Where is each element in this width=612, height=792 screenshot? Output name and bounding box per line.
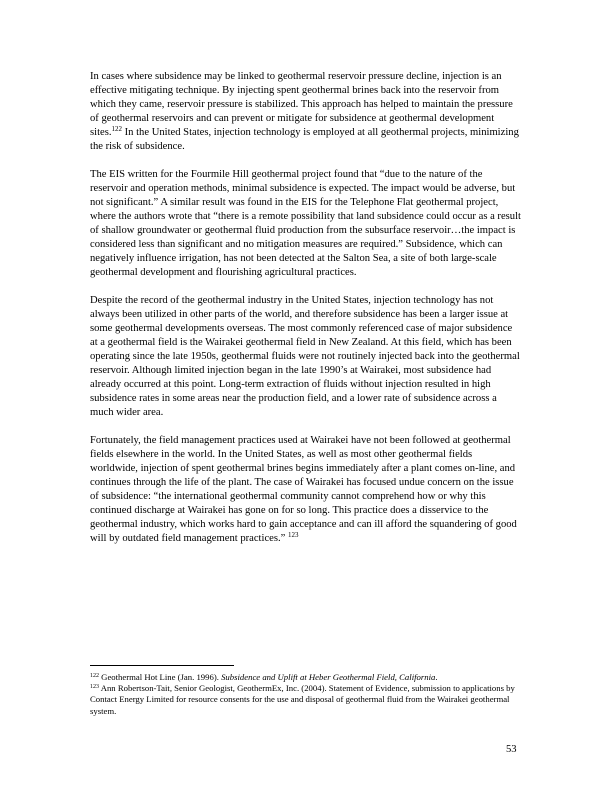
paragraph-text: In cases where subsidence may be linked to geothermal reservoir pressure decline, injection is an effective mitigating technique. By injecting spent geothermal brines back into the reservoir from which they came, reservoir pressure is stabilized. This approach has helped to maintain the pressure of geothermal reservoirs and can prevent or mitigate for subsidence at geothermal development sites. bbox=[90, 71, 513, 138]
paragraph-injection-mitigation bbox=[90, 70, 522, 154]
page-number: 53 bbox=[506, 744, 517, 755]
footnote-123 bbox=[90, 683, 522, 717]
paragraph-text: Fortunately, the field management practices used at Wairakei have not been followed at geothermal fields elsewhere in the world. In the United States, as well as most other geothermal fields worldwide, injection of spent geothermal brines begins immediately after a plant comes on-line, and continues through the life of the plant. The case of Wairakei has focused undue concern on the issue of subsidence: “the international geothermal community cannot comprehend how or why this continued discharge at Wairakei has gone on for so long. This practice does a disservice to the geothermal industry, which works hard to gain acceptance and can ill afford the squandering of good will by outdated field management practices.” bbox=[90, 435, 517, 544]
footnotes bbox=[90, 672, 522, 717]
paragraph-field-management bbox=[90, 434, 522, 546]
body-text bbox=[90, 70, 522, 560]
footnote-title-italic: Subsidence and Uplift at Heber Geothermal Field, California bbox=[221, 672, 436, 682]
paragraph-wairakei-history bbox=[90, 294, 522, 420]
footnote-text: Geothermal Hot Line (Jan. 1996). bbox=[99, 672, 222, 682]
footnote-122 bbox=[90, 672, 522, 683]
footnote-text: Ann Robertson-Tait, Senior Geologist, GeothermEx, Inc. (2004). Statement of Evidence, submission to applications by Contact Energy Limited for resource consents for the use and disposal of geothermal fluid from the Wairakei geothermal system. bbox=[90, 683, 515, 716]
footnote-number: 123 bbox=[90, 684, 99, 691]
footnote-text: . bbox=[435, 672, 438, 682]
paragraph-text: In the United States, injection technology is employed at all geothermal projects, minimizing the risk of subsidence. bbox=[90, 127, 519, 152]
paragraph-text: The EIS written for the Fourmile Hill geothermal project found that “due to the nature of the reservoir and operation methods, minimal subsidence is expected. The impact would be adverse, but not significant.” A similar result was found in the EIS for the Telephone Flat geothermal project, where the authors wrote that “there is a remote possibility that land subsidence could occur as a result of shallow groundwater or geothermal fluid production from the subsurface reservoir…the impact is considered less than significant and no mitigation measures are required.” Subsidence, which can negatively influence irrigation, has not been detected at the Salton Sea, a site of both large-scale geothermal development and flourishing agricultural practices. bbox=[90, 169, 521, 278]
footnote-number: 122 bbox=[90, 673, 99, 679]
paragraph-eis-findings bbox=[90, 168, 522, 280]
footnote-divider bbox=[90, 665, 234, 666]
footnote-ref-122: 122 bbox=[111, 125, 122, 133]
paragraph-text: Despite the record of the geothermal industry in the United States, injection technology has not always been utilized in other parts of the world, and therefore subsidence has been a larger issue at some geothermal developments overseas. The most commonly referenced case of major subsidence at a geothermal field is the Wairakei geothermal field in New Zealand. At this field, which has been operating since the late 1950s, geothermal fluids were not routinely injected back into the geothermal reservoir. Although limited injection began in the late 1990’s at Wairakei, most subsidence had already occurred at this point. Long-term extraction of fluids without injection resulted in high subsidence rates in some areas near the production field, and a lower rate of subsidence across a much wider area. bbox=[90, 295, 520, 418]
footnote-ref-123: 123 bbox=[287, 531, 299, 539]
